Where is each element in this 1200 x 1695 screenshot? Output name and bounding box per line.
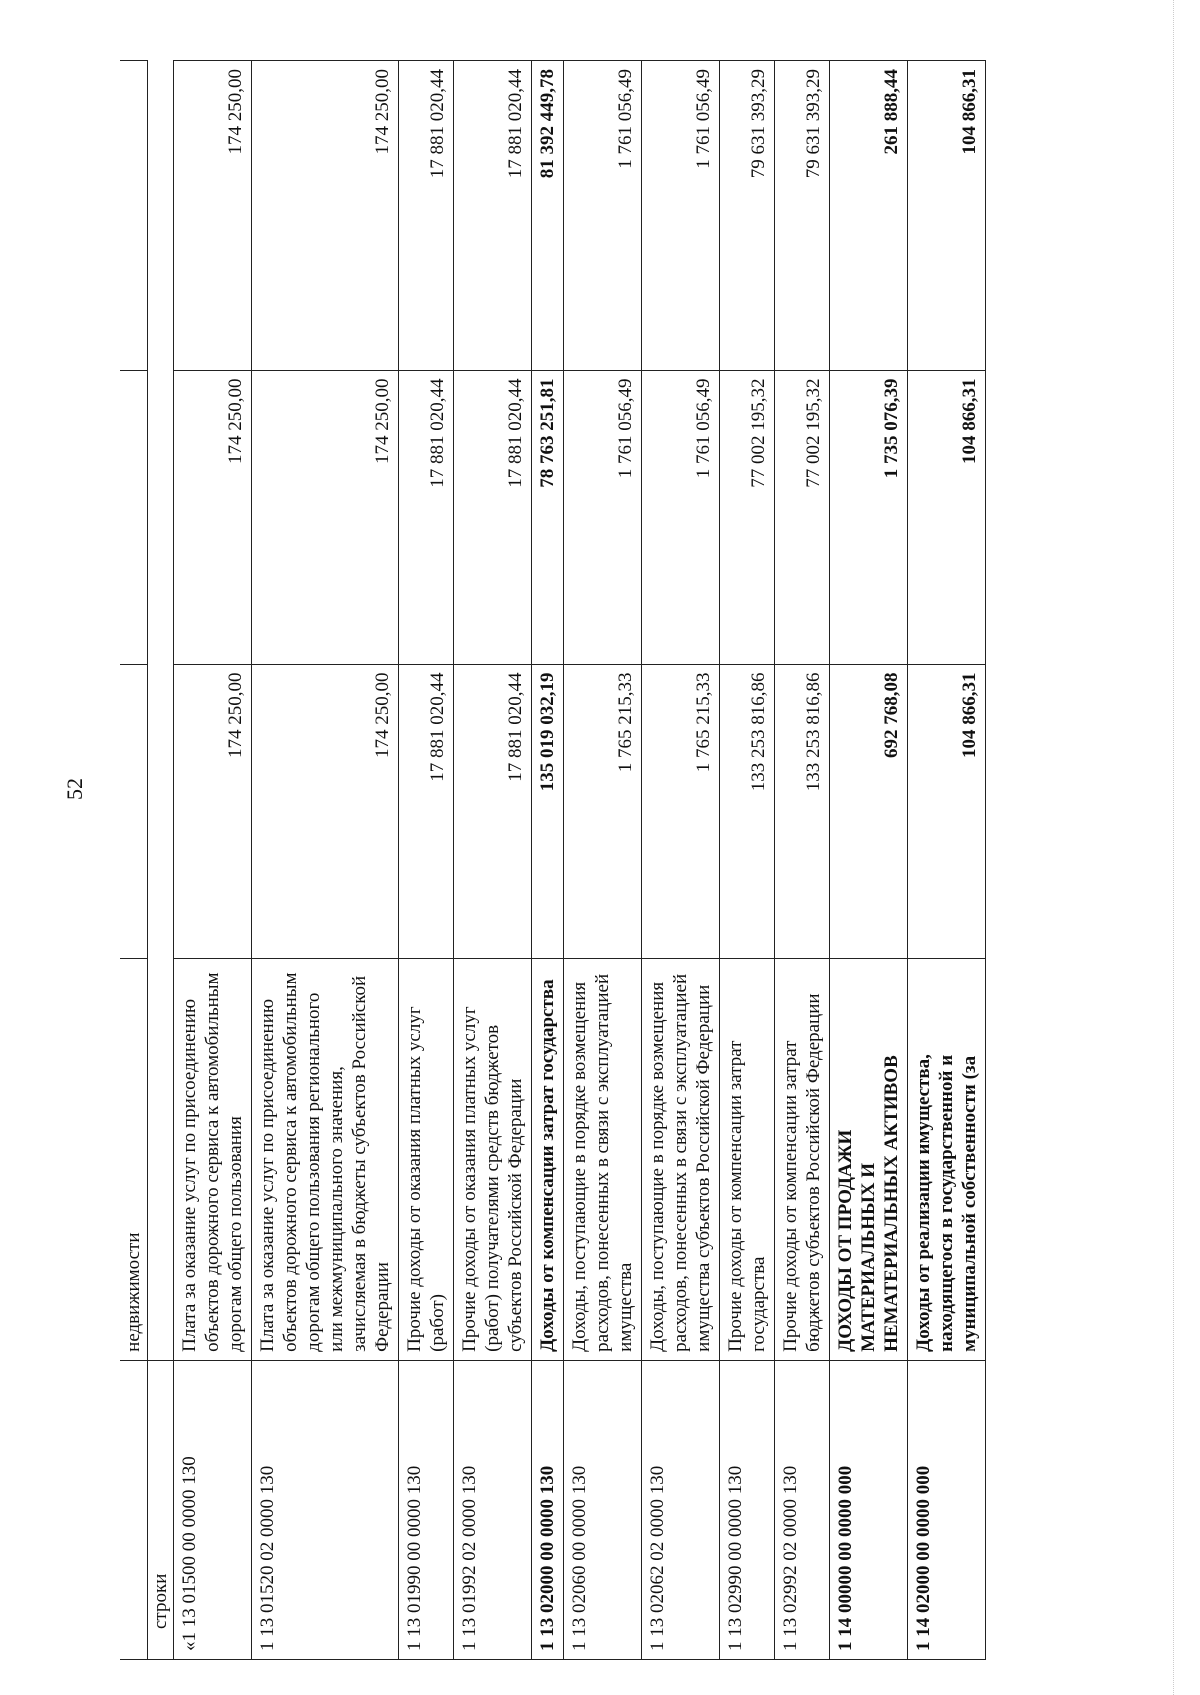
table-row	[642, 61, 720, 1660]
header-code-fragment: строки	[148, 1360, 174, 1659]
revenue-table	[120, 60, 986, 1660]
header-blank-2	[120, 370, 148, 664]
row-value-3: 81 392 449,78	[532, 61, 564, 371]
table-row	[564, 61, 642, 1660]
row-value-1: 135 019 032,19	[532, 664, 564, 958]
row-code: 1 13 01520 02 0000 130	[252, 1360, 399, 1659]
table-row	[775, 61, 830, 1660]
row-value-3: 174 250,00	[174, 61, 252, 371]
table-row	[252, 61, 399, 1660]
table-row	[532, 61, 564, 1660]
row-code: 1 13 02000 00 0000 130	[532, 1360, 564, 1659]
header-code-blank	[120, 1360, 148, 1659]
scan-edge-artifact	[1173, 0, 1200, 1695]
row-code: 1 13 01990 00 0000 130	[399, 1360, 454, 1659]
row-code: 1 14 02000 00 0000 000	[908, 1360, 986, 1659]
row-value-1: 1 765 215,33	[564, 664, 642, 958]
row-code: 1 13 02990 00 0000 130	[720, 1360, 775, 1659]
table-row	[174, 61, 252, 1660]
row-value-3: 17 881 020,44	[399, 61, 454, 371]
row-value-1: 104 866,31	[908, 664, 986, 958]
row-name: Прочие доходы от оказания платных услуг (работ)	[399, 958, 454, 1360]
row-code: 1 13 02060 00 0000 130	[564, 1360, 642, 1659]
table-body	[120, 61, 986, 1660]
row-value-3: 79 631 393,29	[720, 61, 775, 371]
row-value-2: 174 250,00	[174, 370, 252, 664]
row-value-3: 79 631 393,29	[775, 61, 830, 371]
row-value-2: 1 761 056,49	[642, 370, 720, 664]
revenue-table-rotated	[120, 60, 1100, 1660]
row-code: 1 13 02062 02 0000 130	[642, 1360, 720, 1659]
row-name: Доходы от реализации имущества, находящегося в государственной и муниципальной собственности (за	[908, 958, 986, 1360]
table-row	[720, 61, 775, 1660]
row-value-3: 1 761 056,49	[564, 61, 642, 371]
row-value-1: 174 250,00	[174, 664, 252, 958]
page-number: 52	[62, 778, 87, 800]
row-value-1: 133 253 816,86	[775, 664, 830, 958]
row-code: 1 13 02992 02 0000 130	[775, 1360, 830, 1659]
row-value-2: 78 763 251,81	[532, 370, 564, 664]
header-fragment-row-2	[148, 61, 174, 1660]
row-code: 1 13 01992 02 0000 130	[454, 1360, 532, 1659]
row-value-2: 17 881 020,44	[399, 370, 454, 664]
row-value-3: 17 881 020,44	[454, 61, 532, 371]
row-value-2: 17 881 020,44	[454, 370, 532, 664]
row-value-2: 174 250,00	[252, 370, 399, 664]
table-row	[454, 61, 532, 1660]
row-value-1: 692 768,08	[830, 664, 908, 958]
header-name-fragment: недвижимости	[120, 958, 148, 1360]
row-value-2: 1 761 056,49	[564, 370, 642, 664]
row-name: Прочие доходы от компенсации затрат бюджетов субъектов Российской Федерации	[775, 958, 830, 1360]
row-value-1: 174 250,00	[252, 664, 399, 958]
row-value-3: 1 761 056,49	[642, 61, 720, 371]
header-fragment-row	[120, 61, 148, 1660]
row-name: Доходы, поступающие в порядке возмещения расходов, понесенных в связи с эксплуатацией имущества	[564, 958, 642, 1360]
row-value-2: 77 002 195,32	[720, 370, 775, 664]
table-row	[399, 61, 454, 1660]
header-blank-3	[120, 61, 148, 371]
row-name: Доходы от компенсации затрат государства	[532, 958, 564, 1360]
table-row	[830, 61, 908, 1660]
row-value-2: 1 735 076,39	[830, 370, 908, 664]
row-value-3: 174 250,00	[252, 61, 399, 371]
row-name: Доходы, поступающие в порядке возмещения расходов, понесенных в связи с эксплуатацией имущества субъектов Российской Федерации	[642, 958, 720, 1360]
row-name: ДОХОДЫ ОТ ПРОДАЖИ МАТЕРИАЛЬНЫХ И НЕМАТЕРИАЛЬНЫХ АКТИВОВ	[830, 958, 908, 1360]
header-blank-1	[120, 664, 148, 958]
row-value-1: 1 765 215,33	[642, 664, 720, 958]
row-value-3: 261 888,44	[830, 61, 908, 371]
row-value-1: 133 253 816,86	[720, 664, 775, 958]
table-row	[908, 61, 986, 1660]
row-value-2: 77 002 195,32	[775, 370, 830, 664]
row-name: Прочие доходы от компенсации затрат государства	[720, 958, 775, 1360]
row-value-2: 104 866,31	[908, 370, 986, 664]
row-value-1: 17 881 020,44	[399, 664, 454, 958]
row-code: 1 14 00000 00 0000 000	[830, 1360, 908, 1659]
row-name: Плата за оказание услуг по присоединению объектов дорожного сервиса к автомобильным дорогам общего пользования	[174, 958, 252, 1360]
row-value-1: 17 881 020,44	[454, 664, 532, 958]
row-value-3: 104 866,31	[908, 61, 986, 371]
row-name: Плата за оказание услуг по присоединению объектов дорожного сервиса к автомобильным дорогам общего пользования регионального или межмуниципального значения, зачисляемая в бюджеты субъектов Российской Федерации	[252, 958, 399, 1360]
row-code: «1 13 01500 00 0000 130	[174, 1360, 252, 1659]
row-name: Прочие доходы от оказания платных услуг (работ) получателями средств бюджетов субъектов Российской Федерации	[454, 958, 532, 1360]
header-spacer	[148, 61, 174, 1361]
